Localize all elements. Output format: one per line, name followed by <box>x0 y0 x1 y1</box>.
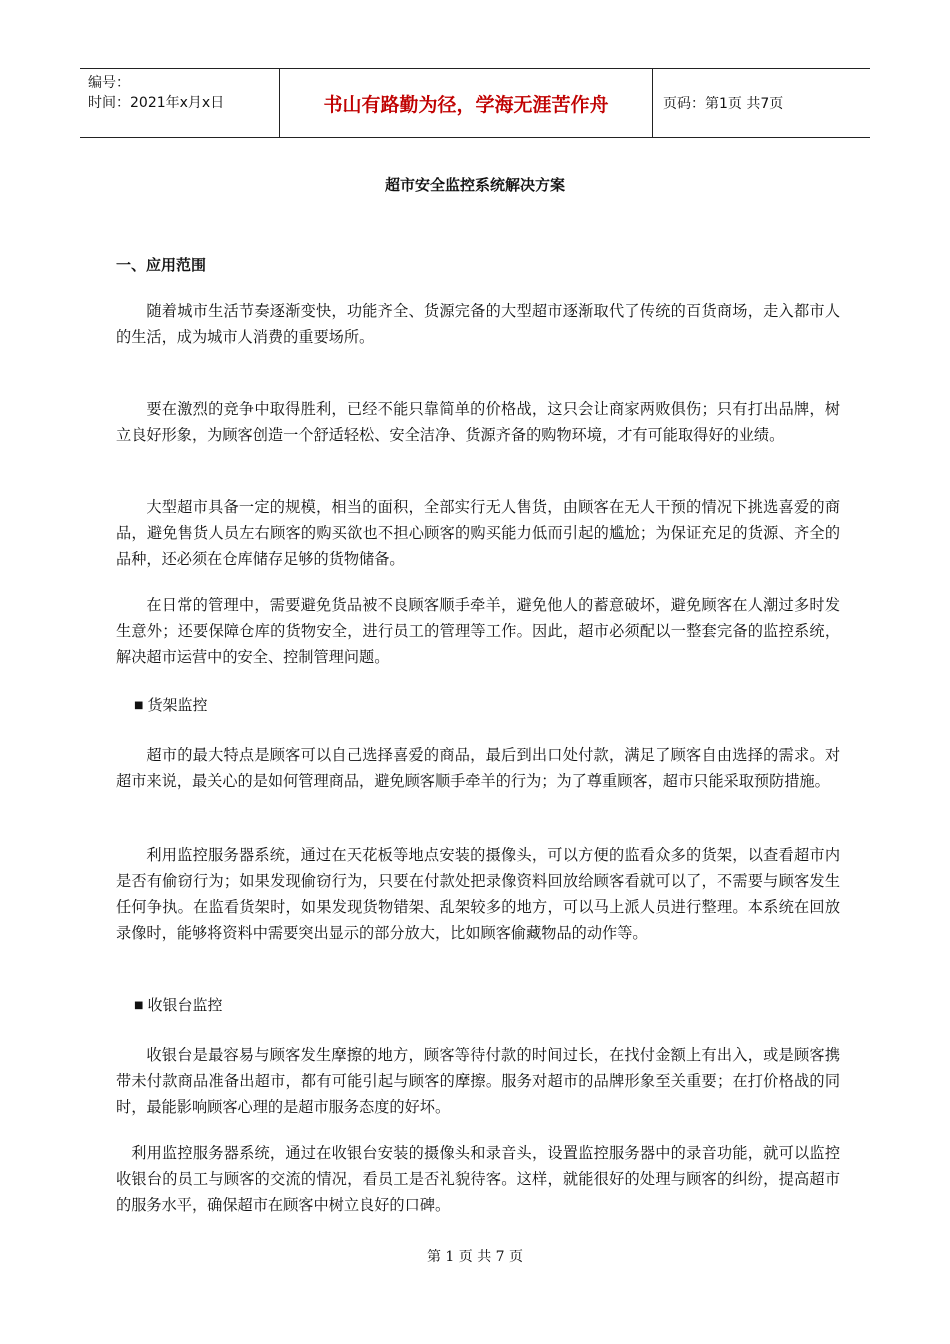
document-time-label: 时间：2021年x月x日 <box>88 95 225 111</box>
section-heading: 一、应用范围 <box>116 256 207 274</box>
header-page-info: 页码：第1页 共7页 <box>663 96 784 112</box>
square-bullet-icon: ■ <box>134 1000 144 1011</box>
document-number-label: 编号： <box>88 75 130 91</box>
paragraph: 在日常的管理中，需要避免货品被不良顾客顺手牵羊，避免他人的蓄意破坏，避免顾客在人潮过多时发生意外；还要保障仓库的货物安全，进行员工的管理等工作。因此，超市必须配以一整套完备的监控系统，解决超市运营中的安全、控制管理问题。 <box>116 596 840 666</box>
document-title: 超市安全监控系统解决方案 <box>384 176 565 194</box>
page-footer: 第 1 页 共 7 页 <box>426 1249 524 1265</box>
paragraph: 超市的最大特点是顾客可以自己选择喜爱的商品，最后到出口处付款，满足了顾客自由选择的需求。对超市来说，最关心的是如何管理商品，避免顾客顺手牵羊的行为；为了尊重顾客，超市只能采取预防措施。 <box>116 746 840 790</box>
square-bullet-icon: ■ <box>134 700 144 711</box>
paragraph: 随着城市生活节奏逐渐变快，功能齐全、货源完备的大型超市逐渐取代了传统的百货商场，走入都市人的生活，成为城市人消费的重要场所。 <box>116 302 840 346</box>
paragraph: 利用监控服务器系统，通过在收银台安装的摄像头和录音头，设置监控服务器中的录音功能，就可以监控收银台的员工与顾客的交流的情况，看员工是否礼貌待客。这样，就能很好的处理与顾客的纠纷，提高超市的服务水平，确保超市在顾客中树立良好的口碑。 <box>116 1144 840 1214</box>
paragraph: 要在激烈的竞争中取得胜利，已经不能只靠简单的价格战，这只会让商家两败俱伤；只有打出品牌，树立良好形象，为顾客创造一个舒适轻松、安全洁净、货源齐备的购物环境，才有可能取得好的业绩。 <box>116 400 840 444</box>
paragraph: 利用监控服务器系统，通过在天花板等地点安装的摄像头，可以方便的监看众多的货架，以查看超市内是否有偷窃行为；如果发现偷窃行为，只要在付款处把录像资料回放给顾客看就可以了，不需要与顾客发生任何争执。在监看货架时，如果发现货物错架、乱架较多的地方，可以马上派人员进行整理。本系统在回放录像时，能够将资料中需要突出显示的部分放大，比如顾客偷藏物品的动作等。 <box>116 846 840 942</box>
header-motto: 书山有路勤为径，学海无涯苦作舟 <box>280 69 653 137</box>
paragraph: 收银台是最容易与顾客发生摩擦的地方，顾客等待付款的时间过长，在找付金额上有出入，或是顾客携带未付款商品准备出超市，都有可能引起与顾客的摩擦。服务对超市的品牌形象至关重要；在打价格战的同时，最能影响顾客心理的是超市服务态度的好坏。 <box>116 1046 840 1116</box>
header-table <box>80 68 870 138</box>
paragraph: 大型超市具备一定的规模，相当的面积，全部实行无人售货，由顾客在无人干预的情况下挑选喜爱的商品，避免售货人员左右顾客的购买欲也不担心顾客的购买能力低而引起的尴尬；为保证充足的货源、齐全的品种，还必须在仓库储存足够的货物储备。 <box>116 498 840 568</box>
bullet-heading: ■ 货架监控 <box>134 696 208 714</box>
header-meta <box>80 69 280 137</box>
bullet-heading: ■ 收银台监控 <box>134 996 223 1014</box>
